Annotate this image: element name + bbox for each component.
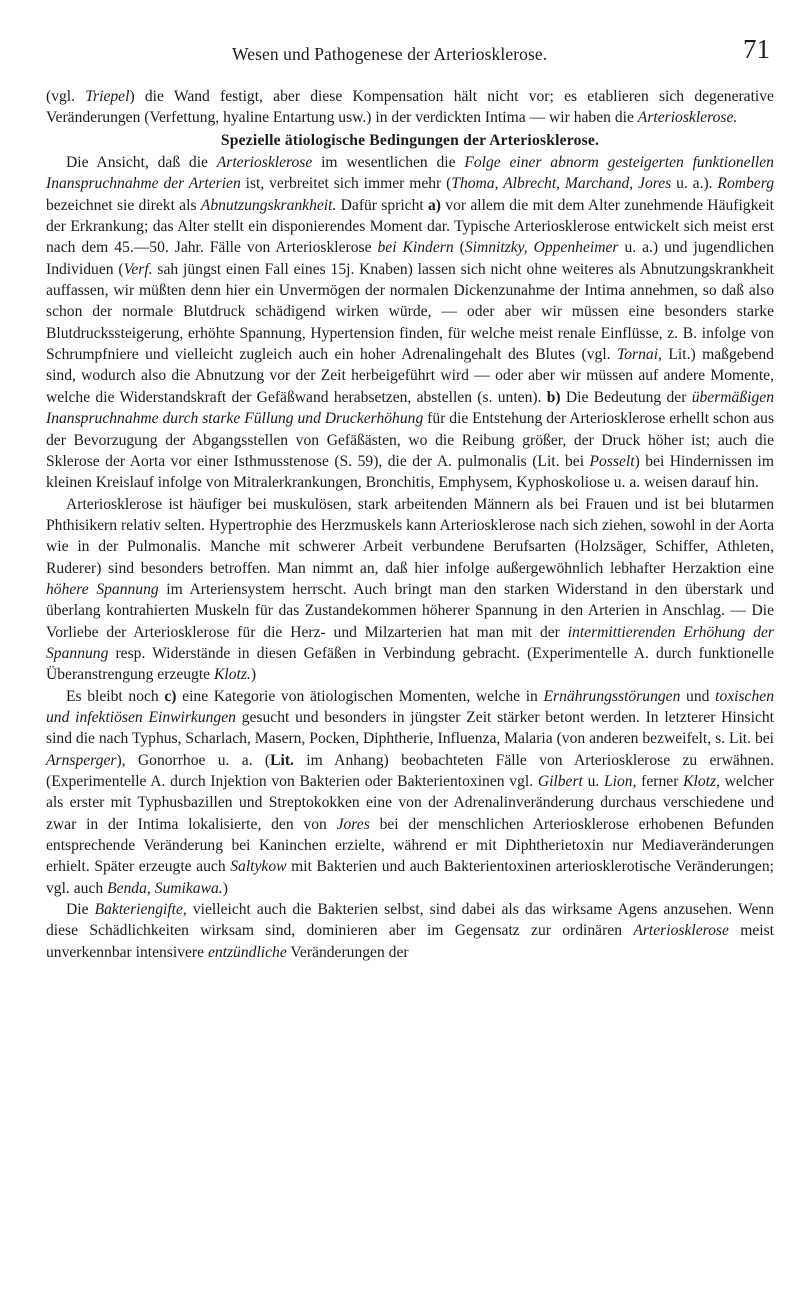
italic-text: Triepel — [85, 88, 130, 105]
text-run: im Anhang) beobachteten Fälle von Arteriosklerose zu erwähnen. (Experimentelle A. durch Injektion von Bakterien oder Bakterientoxinen vgl. — [46, 751, 774, 790]
text-run: vielleicht auch die Bakterien selbst, sind dabei als das wirksame Agens anzusehen. Wenn diese Schädlichkeiten wirksam sind, dominieren aber im Gegensatz zur ordinären — [46, 901, 774, 940]
italic-text: intermittierenden Erhöhung der Spannung — [46, 623, 774, 662]
text-run: u. a.). — [671, 175, 718, 193]
text-run: im Arteriensystem herrscht. Auch bringt man den starken Widerstand in den überstark und überlang kontrahierten Muskeln für das Zustandekommen höherer Spannung in den Arterien in Anschlag. — Die Vorliebe der Arteriosklerose für die Herz- und Milzarterien hat man mit der — [46, 580, 774, 641]
text-run: im wesentlichen die — [312, 154, 465, 172]
bold-marker: a) — [428, 196, 441, 214]
italic-text: Bakteriengifte, — [94, 901, 187, 919]
italic-text: höhere Spannung — [46, 580, 159, 598]
italic-text: Simnitzky, Oppenheimer — [464, 239, 619, 257]
text-run: ) — [250, 666, 257, 684]
body-text — [46, 86, 774, 963]
italic-text: Romberg — [717, 175, 775, 193]
text-run: Dafür spricht — [336, 196, 428, 214]
running-title: Wesen und Pathogenese der Arteriosklerose. — [232, 44, 548, 64]
text-run: Veränderungen der — [286, 943, 409, 961]
text-run: ) die Wand festigt, aber diese Kompensation hält nicht vor; es etablieren sich degenerative Veränderungen (Verfettung, hyaline Entartung usw.) in der verdickten Intima — wir haben die — [46, 88, 774, 127]
italic-text: Klotz. — [214, 666, 251, 684]
italic-text: Verf. — [123, 260, 153, 278]
paragraph — [46, 899, 774, 963]
text-run: mit Bakterien und auch Bakterientoxinen arteriosklerotische Veränderungen; vgl. auch — [46, 858, 774, 897]
text-run: bezeichnet sie direkt als — [46, 196, 201, 214]
text-run: eine Kategorie von ätiologischen Momenten, welche in — [176, 687, 544, 705]
section-paragraphs — [46, 152, 774, 963]
italic-text: bei Kindern — [377, 239, 454, 257]
text-run: Die Bedeutung der — [560, 388, 692, 406]
text-run: ferner — [636, 773, 684, 790]
italic-text: Folge einer abnorm gesteigerten funktionellen Inanspruchnahme der Arterien — [46, 154, 774, 193]
text-run: bei der menschlichen Arteriosklerose erhobenen Befunden entsprechende Veränderung bei Kaninchen erzielte, während er mit Diphtherietoxin nur Mediaveränderungen erhielt. Später erzeugte auch — [46, 815, 775, 876]
italic-text: Posselt — [589, 452, 635, 470]
text-run: sah jüngst einen Fall eines 15j. Knaben) lassen sich nicht ohne weiteres als Abnutzungskrankheit auffassen, wir müßten denn hier ein Unvermögen der normalen Dickenzunahme der Intima annehmen, so daß also schon der normale Blutdruck schädigend wirken würde, — oder aber wir müssen eine besonders starke Blutdruckssteigerung, erhöhte Spannung, Hypertension finden, für welche meist renale Einflüsse, z. B. infolge von Schrumpfniere und vielleicht zugleich auch ein hoher Adrenalingehalt des Blutes (vgl. — [46, 260, 774, 364]
italic-text: Benda, Sumikawa. — [107, 879, 223, 897]
paragraph — [46, 494, 774, 686]
text-run: resp. Widerstände in diesen Gefäßen in Verbindung gebracht. (Experimentelle A. durch funktionelle Überanstrengung erzeugte — [46, 644, 774, 684]
italic-text: Ernährungsstörungen — [543, 687, 681, 705]
italic-text: Lion, — [603, 773, 637, 790]
text-run: ist, verbreitet sich immer mehr ( — [240, 175, 452, 193]
italic-text: Arnsperger — [46, 751, 117, 769]
text-run: Die — [66, 901, 95, 919]
italic-text: übermäßigen Inanspruchnahme durch starke Füllung und Druckerhöhung — [46, 388, 774, 428]
text-run: Arteriosklerose ist häufiger bei muskulösen, stark arbeitenden Männern als bei Frauen und ist bei blutarmen Phthisikern relativ selten. Hypertrophie des Herzmuskels kann Arteriosklerose nach sich ziehen, sowohl in der Aorta wie in der Pulmonalis. Manche mit schwerer Arbeit verbundene Berufsarten (Holzsäger, Schiffer, Athleten, Ruderer) sind besonders betroffen. Man nimmt an, daß hier infolge außergewöhnlich lebhafter Herzaktion eine — [46, 495, 774, 577]
page-header — [46, 36, 774, 76]
section-heading: Spezielle ätiologische Bedingungen der Arteriosklerose. — [220, 131, 600, 149]
text-run: meist unverkennbar intensivere — [46, 922, 775, 961]
text-run: ) — [222, 879, 228, 897]
text-run: u. — [582, 773, 604, 790]
intro-paragraphs — [46, 86, 774, 129]
bold-marker: Lit. — [270, 751, 294, 769]
italic-text: Saltykow — [230, 858, 287, 876]
italic-text: toxischen und infektiösen Einwirkungen — [46, 687, 774, 726]
text-run: für die Entstehung der Arteriosklerose erhellt schon aus der Bevorzugung der Abgangsstellen von Gefäßästen, wo die Reibung größer, der Druck höher ist; auch die Sklerose der Aorta vor einer Isthmusstenose (S. 59), die der A. pulmonalis (Lit. bei — [46, 410, 775, 470]
bold-marker: c) — [164, 687, 177, 705]
text-run: ( — [453, 239, 465, 257]
page-number: 71 — [743, 34, 770, 64]
text-run: Die Ansicht, daß die — [66, 154, 217, 172]
italic-text: Arteriosklerose — [216, 154, 313, 172]
paragraph — [46, 86, 774, 129]
paragraph — [46, 152, 774, 494]
bold-marker: b) — [546, 388, 561, 406]
text-run: welcher als erster mit Typhusbazillen und Streptokokken eine von der Adrenalinveränderung durchaus verschiedene und zwar in der Intima lokalisierte, den von — [46, 773, 774, 833]
paragraph — [46, 686, 774, 899]
text-run: gesucht und besonders in jüngster Zeit stärker betont werden. In letzterer Hinsicht sind die nach Typhus, Scharlach, Masern, Pocken, Diphtherie, Influenza, Malaria (von anderen bezweifelt, s. Lit. bei — [46, 708, 774, 748]
text-run: Lit.) maßgebend sind, wodurch also die Abnutzung vor der Zeit herbeigeführt wird — oder aber wir müssen auf andere Momente, welche die Widerstandskraft der Gefäßwand herabsetzen, abstellen (s. unten). — [46, 346, 774, 406]
italic-text: Arteriosklerose — [633, 922, 729, 940]
italic-text: Jores — [336, 815, 370, 833]
text-run: u. a.) und jugendlichen Individuen ( — [46, 239, 774, 278]
italic-text: entzündliche — [207, 943, 287, 961]
italic-text: Gilbert — [537, 773, 583, 790]
italic-text: Tornai, — [617, 346, 662, 364]
text-run: (vgl. — [46, 88, 86, 105]
text-run: vor allem die mit dem Alter zunehmende Häufigkeit der Erkrankung; das Alter stellt ein disponierendes Moment dar. Typische Arteriosklerose entwickelt sich meist erst nach dem 45.—50. Jahr. Fälle von Arteriosklerose — [46, 196, 774, 257]
text-run: und — [680, 687, 716, 705]
italic-text: Abnutzungskrankheit. — [200, 196, 337, 214]
italic-text: Arteriosklerose. — [637, 109, 738, 127]
text-run: Es bleibt noch — [66, 687, 165, 705]
italic-text: Klotz, — [683, 773, 720, 790]
italic-text: Thoma, Albrecht, Marchand, Jores — [451, 175, 672, 193]
text-run: ), Gonorrhoe u. a. ( — [116, 751, 271, 769]
text-run: ) bei Hindernissen im kleinen Kreislauf infolge von Mitralerkrankungen, Bronchitis, Emphysem, Kyphoskoliose u. a. weisen darauf hin. — [46, 452, 774, 492]
